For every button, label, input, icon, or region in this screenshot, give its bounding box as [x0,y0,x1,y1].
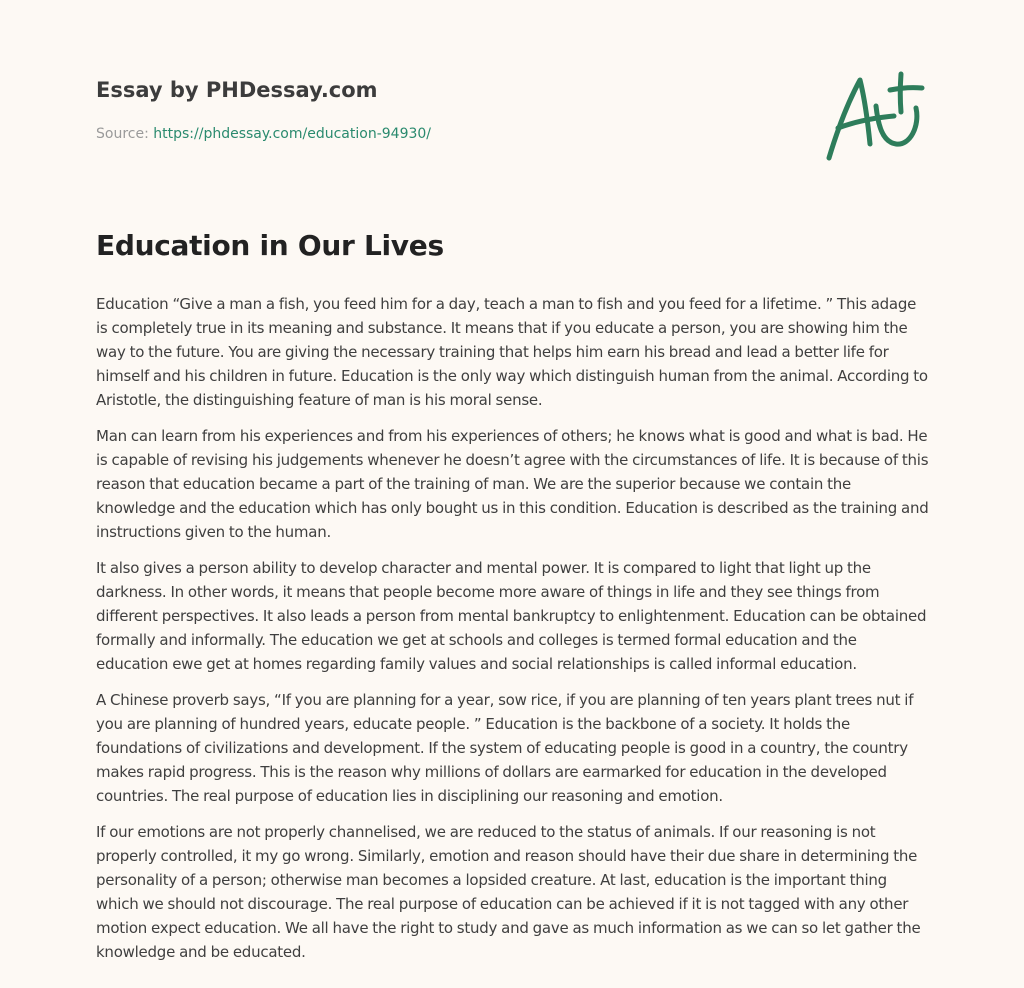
essay-article [96,226,930,976]
brand-title: Essay by PHDessay.com [96,78,378,102]
source-line [96,124,796,144]
source-link[interactable]: https://phdessay.com/education-94930/ [153,126,432,142]
essay-paragraph: Man can learn from his experiences and from his experiences of others; he knows what is good and what is bad. He is capable of revising his judgements whenever he doesn’t agree with the circumstances of life. It is because of this reason that education became a part of the training of man. We are the superior because we contain the knowledge and the education which has only bought us in this condition. Education is described as the training and instructions given to the human. [96,427,929,541]
essay-paragraph: A Chinese proverb says, “If you are planning for a year, sow rice, if you are planning of ten years plant trees nut if you are planning of hundred years, educate people. ” Education is the backbone of a society. It holds the foundations of civilizations and development. If the system of educating people is good in a country, the country makes rapid progress. This is the reason why millions of dollars are earmarked for education in the developed countries. The real purpose of education lies in disciplining our reasoning and emotion. [96,691,914,805]
essay-paragraph: Education “Give a man a fish, you feed him for a day, teach a man to fish and you feed for a lifetime. ” This adage is completely true in its meaning and substance. It means that if you educate a person, you are showing him the way to the future. You are giving the necessary training that helps him earn his bread and lead a better life for himself and his children in future. Education is the only way which distinguish human from the animal. According to Aristotle, the distinguishing feature of man is his moral sense. [96,295,928,409]
essay-header [96,76,796,144]
essay-title: Education in Our Lives [96,229,444,262]
source-label: Source: [96,126,149,142]
essay-paragraph: If our emotions are not properly channelised, we are reduced to the status of animals. If our reasoning is not properly controlled, it my go wrong. Similarly, emotion and reason should have their due share in determining the personality of a person; otherwise man becomes a lopsided creature. At last, education is the important thing which we should not discourage. The real purpose of education can be achieved if it is not tagged with any other motion expect education. We all have the right to study and gave as much information as we can so let gather the knowledge and be educated. [96,823,921,961]
essay-paragraph: It also gives a person ability to develop character and mental power. It is compared to light that light up the darkness. In other words, it means that people become more aware of things in life and they see things from different perspectives. It also leads a person from mental bankruptcy to enlightenment. Education can be obtained formally and informally. The education we get at schools and colleges is termed formal education and the education ewe get at homes regarding family values and social relationships is called informal education. [96,559,927,673]
a-plus-logo-icon [820,66,930,166]
